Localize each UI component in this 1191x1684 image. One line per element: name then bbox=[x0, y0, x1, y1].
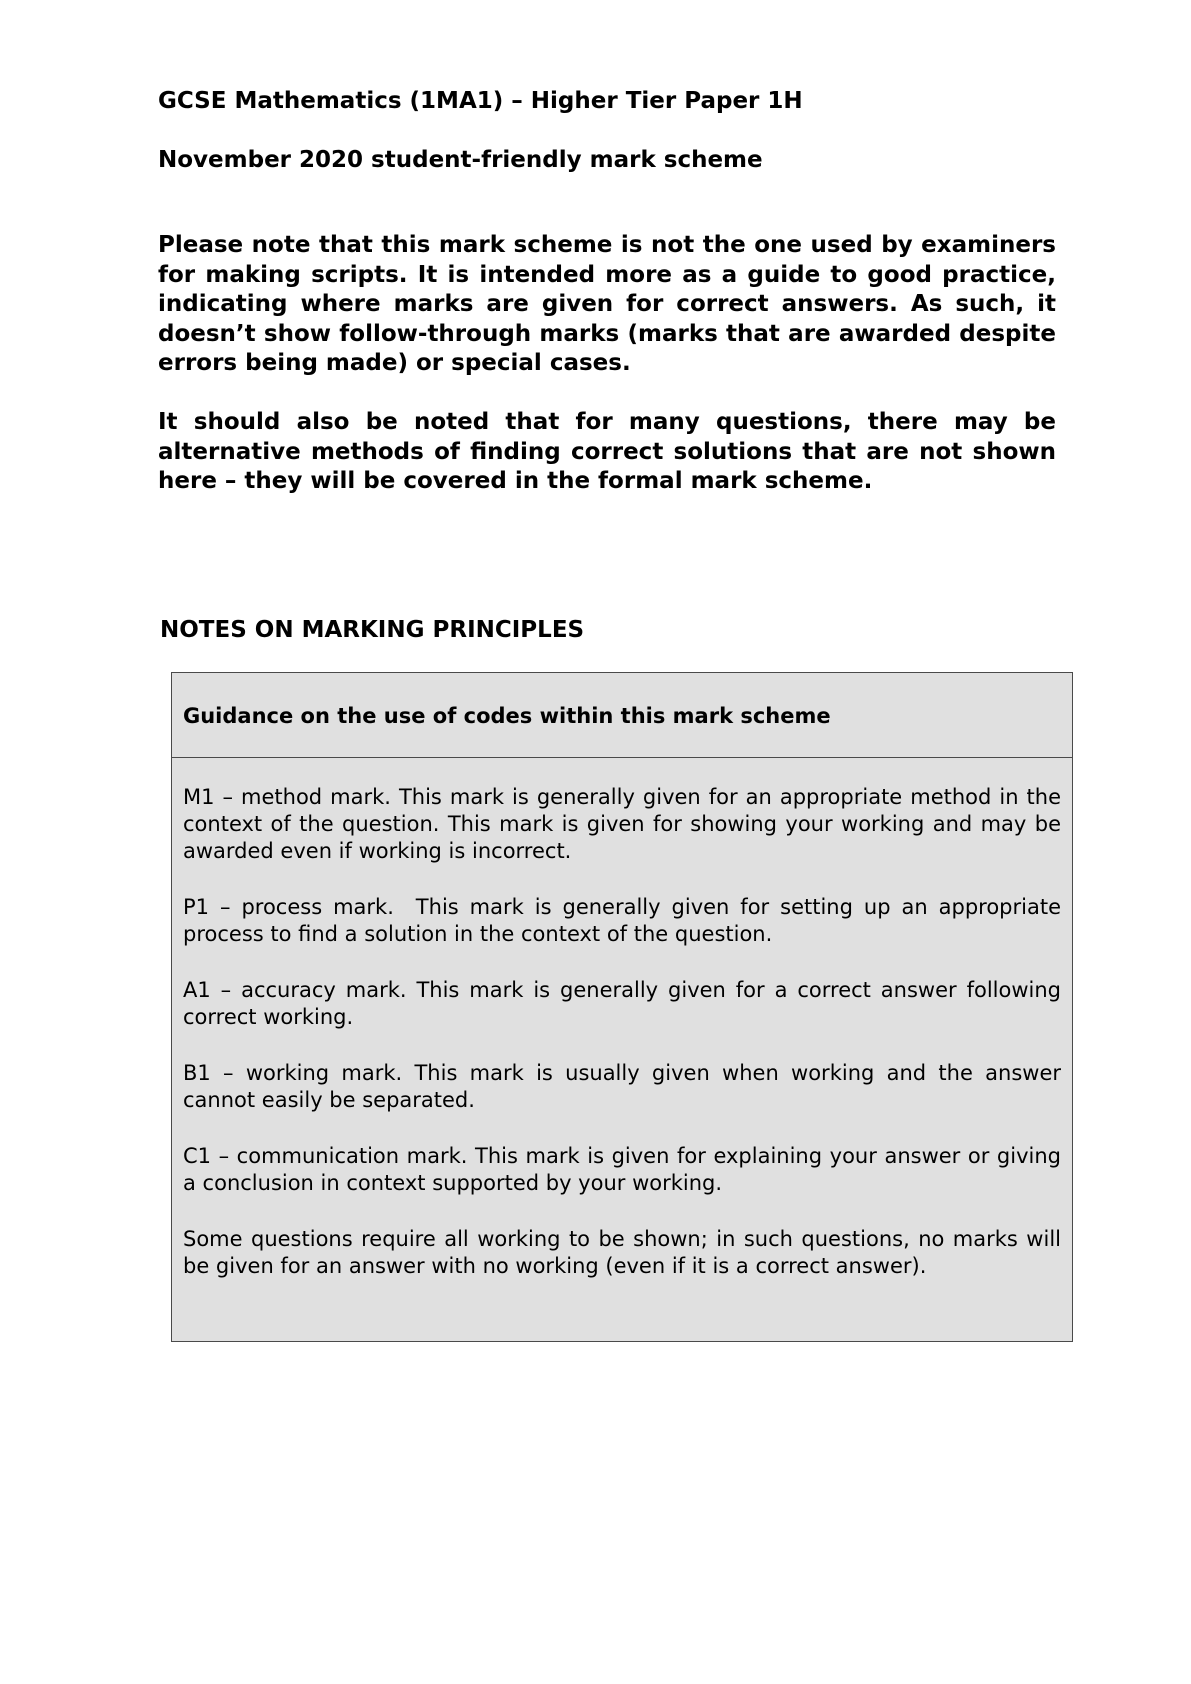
guidance-item-b1: B1 – working mark. This mark is usually given when working and the answer cannot easily be separated. bbox=[183, 1061, 1068, 1112]
guidance-item-c1: C1 – communication mark. This mark is given for explaining your answer or giving a conclusion in context supported by your working. bbox=[183, 1144, 1068, 1195]
guidance-body bbox=[172, 758, 1072, 1280]
page-subtitle: November 2020 student-friendly mark scheme bbox=[158, 147, 763, 173]
guidance-table bbox=[171, 672, 1073, 1342]
section-heading: NOTES ON MARKING PRINCIPLES bbox=[160, 617, 585, 643]
guidance-item-m1: M1 – method mark. This mark is generally given for an appropriate method in the context of the question. This mark is given for showing your working and may be awarded even if working is incorrect. bbox=[183, 785, 1068, 863]
guidance-header: Guidance on the use of codes within this mark scheme bbox=[172, 673, 1072, 758]
guidance-item-working-note: Some questions require all working to be shown; in such questions, no marks will be given for an answer with no working (even if it is a correct answer). bbox=[183, 1227, 1068, 1278]
page-title: GCSE Mathematics (1MA1) – Higher Tier Paper 1H bbox=[158, 88, 803, 114]
guidance-item-p1: P1 – process mark. This mark is generally given for setting up an appropriate process to find a solution in the context of the question. bbox=[183, 895, 1068, 946]
disclaimer-paragraph: Please note that this mark scheme is not the one used by examiners for making scripts. It is intended more as a guide to good practice, indicating where marks are given for correct answers. As such, it doesn’t show follow-through marks (marks that are awarded despite errors being made) or special cases. bbox=[158, 232, 1056, 376]
disclaimer-paragraph: It should also be noted that for many questions, there may be alternative methods of finding correct solutions that are not shown here – they will be covered in the formal mark scheme. bbox=[158, 409, 1056, 494]
guidance-item-a1: A1 – accuracy mark. This mark is generally given for a correct answer following correct working. bbox=[183, 978, 1068, 1029]
